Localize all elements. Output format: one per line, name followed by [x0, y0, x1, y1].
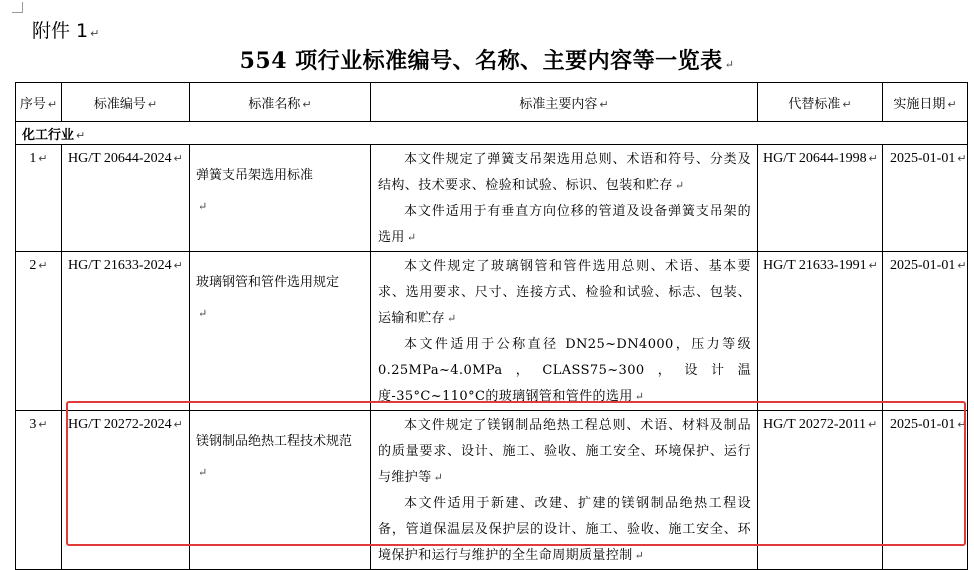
table-row: [16, 411, 968, 570]
page-corner-mark: [12, 2, 23, 13]
column-header-date: 实施日期 ↵: [883, 83, 968, 122]
table-row: [16, 145, 968, 252]
implementation-date: 2025-01-01 ↵: [883, 145, 968, 252]
standard-name: 镁钢制品绝热工程技术规范 ↵: [190, 411, 371, 570]
standard-code: HG/T 20644-2024 ↵: [62, 145, 190, 252]
standard-content: 本文件规定了镁钢制品绝热工程总则、术语、材料及制品的质量要求、设计、施工、验收、施工安全、环境保护、运行与维护等 ↵ 本文件适用于新建、改建、扩建的镁钢制品绝热工程设备，管道保温层及保护层的设计、施工、验收、施工安全、环境保护和运行与维护的全生命周期质量控制 ↵: [371, 411, 758, 570]
category-label: 化工行业 ↵: [16, 122, 968, 145]
category-row: [16, 122, 968, 145]
page-title: 554 项行业标准编号、名称、主要内容等一览表 ↵: [239, 48, 735, 74]
standard-content: 本文件规定了弹簧支吊架选用总则、术语和符号、分类及结构、技术要求、检验和试验、标识、包装和贮存 ↵ 本文件适用于有垂直方向位移的管道及设备弹簧支吊架的选用 ↵: [371, 145, 758, 252]
standard-name: 玻璃钢管和管件选用规定 ↵: [190, 252, 371, 411]
row-number: 3 ↵: [16, 411, 62, 570]
row-number: 2 ↵: [16, 252, 62, 411]
column-header-replaced: 代替标准 ↵: [758, 83, 883, 122]
standards-table: [15, 82, 968, 570]
standard-name: 弹簧支吊架选用标准 ↵: [190, 145, 371, 252]
standard-code: HG/T 21633-2024 ↵: [62, 252, 190, 411]
replaced-standard: HG/T 20644-1998 ↵: [758, 145, 883, 252]
implementation-date: 2025-01-01 ↵: [883, 411, 968, 570]
column-header-content: 标准主要内容 ↵: [371, 83, 758, 122]
standard-code: HG/T 20272-2024 ↵: [62, 411, 190, 570]
standard-content: 本文件规定了玻璃钢管和管件选用总则、术语、基本要求、选用要求、尺寸、连接方式、检验和试验、标志、包装、运输和贮存 ↵ 本文件适用于公称直径 DN25~DN4000，压力等级0.25MPa~4.0MPa，CLASS75~300，设计温度-35°C~110°C的玻璃钢管和管件的选用 ↵: [371, 252, 758, 411]
column-header-name: 标准名称 ↵: [190, 83, 371, 122]
implementation-date: 2025-01-01 ↵: [883, 252, 968, 411]
column-header-code: 标准编号 ↵: [62, 83, 190, 122]
table-row: [16, 252, 968, 411]
table-header-row: [16, 83, 968, 122]
row-number: 1 ↵: [16, 145, 62, 252]
replaced-standard: HG/T 21633-1991 ↵: [758, 252, 883, 411]
attachment-label: 附件 1 ↵: [32, 20, 100, 42]
column-header-no: 序号 ↵: [16, 83, 62, 122]
replaced-standard: HG/T 20272-2011 ↵: [758, 411, 883, 570]
